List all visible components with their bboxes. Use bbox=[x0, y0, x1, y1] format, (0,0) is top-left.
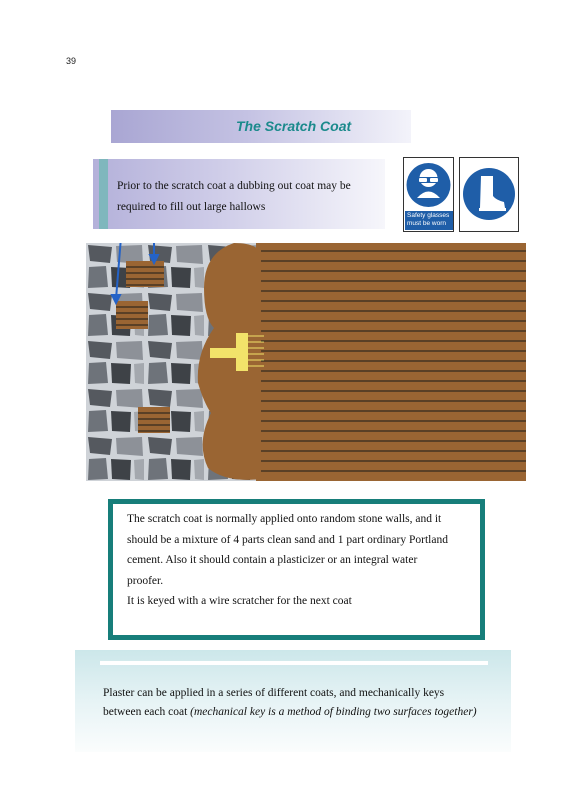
dubbing-patch bbox=[116, 301, 148, 329]
note-divider bbox=[100, 661, 488, 665]
scratch-coat-line: The scratch coat is normally applied onto random stone walls, and it bbox=[127, 513, 442, 525]
intro-accent-bar bbox=[99, 159, 108, 229]
scratch-coat-line: proofer. bbox=[127, 574, 164, 587]
intro-text: Prior to the scratch coat a dubbing out coat may be required to fill out large hallows bbox=[117, 180, 351, 213]
safety-boots-icon bbox=[460, 158, 518, 231]
note-body: Plaster can be applied in a series of different coats, and mechanically keys between each coat bbox=[103, 687, 445, 718]
dubbing-patch bbox=[138, 407, 170, 433]
page-number: 39 bbox=[66, 56, 77, 66]
note-italic: (mechanical key is a method of binding two surfaces together) bbox=[190, 705, 477, 718]
scratch-coat-text bbox=[127, 509, 477, 612]
note-text bbox=[103, 684, 483, 721]
dubbing-patch bbox=[126, 261, 164, 287]
safety-glasses-label bbox=[405, 211, 453, 230]
page-title: The Scratch Coat bbox=[236, 118, 352, 134]
scratch-coat bbox=[256, 243, 526, 481]
scratch-coat-line: It is keyed with a wire scratcher for the next coat bbox=[127, 595, 352, 607]
scratch-coat-line: cement. Also it should contain a plasticizer or an integral water bbox=[127, 554, 418, 566]
safety-glasses-label-line1: Safety glasses bbox=[407, 212, 450, 219]
safety-boots-sign bbox=[459, 157, 519, 232]
scratch-coat-illustration bbox=[86, 243, 526, 481]
safety-glasses-label-line2: must be worn bbox=[407, 220, 447, 227]
scratch-coat-line: should be a mixture of 4 parts clean sand and 1 part ordinary Portland bbox=[127, 533, 448, 546]
